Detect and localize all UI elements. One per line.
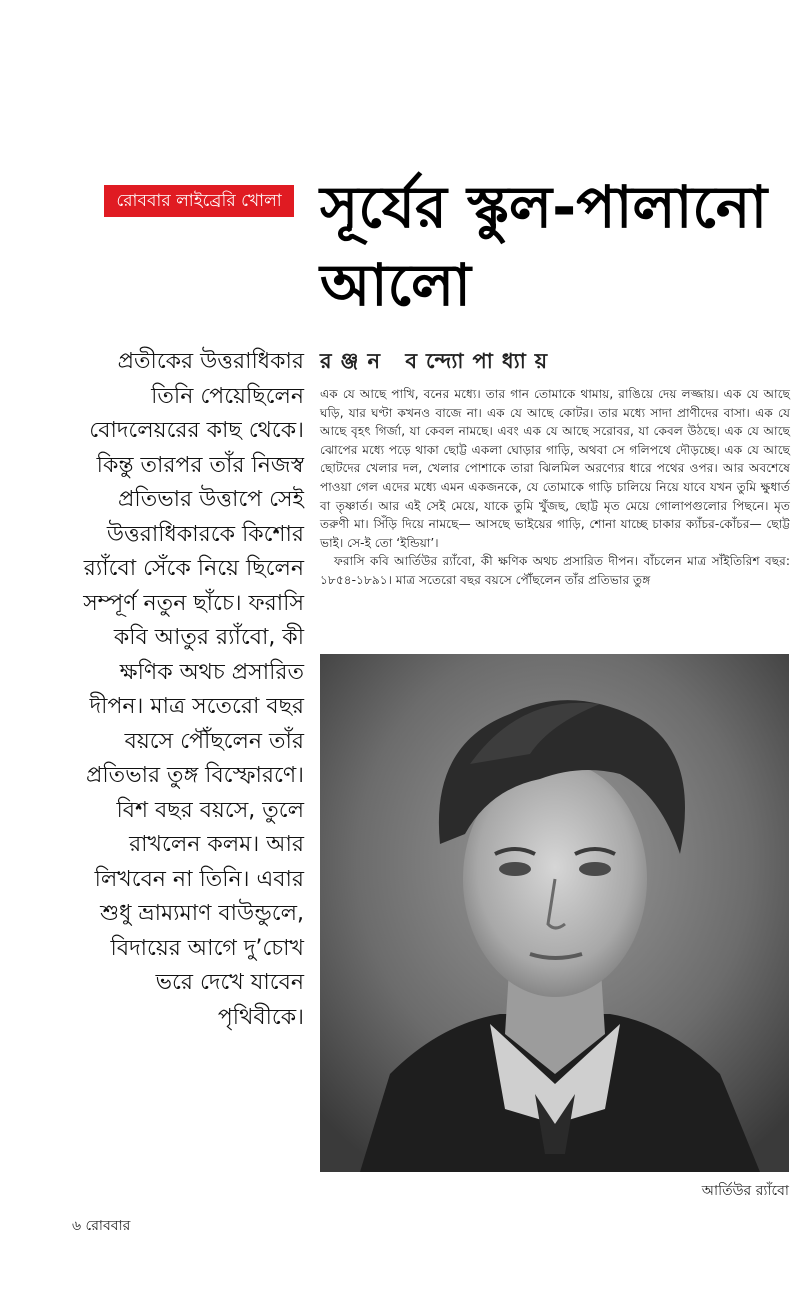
photo-caption: আর্তিউর র‌্যাঁবো: [701, 1183, 789, 1199]
body-paragraph-2: ফরাসি কবি আর্তিউর র‌্যাঁবো, কী ক্ষণিক অথচ প্রসারিত দীপন। বাঁচলেন মাত্র সাঁইতিরিশ বছর: ১৮৫৪-১৮৯১। মাত্র সতেরো বছর বয়সে পৌঁছলেন তাঁর প্রতিভার তুঙ্গ: [320, 554, 790, 587]
portrait-illustration: [320, 654, 789, 1172]
pull-quote: প্রতীকের উত্তরাধিকার তিনি পেয়েছিলেন বোদলেয়রের কাছ থেকে। কিন্তু তারপর তাঁর নিজস্ব প্রতিভার উত্তাপে সেই উত্তরাধিকারকে কিশোর র‌্যাঁবো সেঁকে নিয়ে ছিলেন সম্পূর্ণ নতুন ছাঁচে। ফরাসি কবি আতুর র‌্যাঁবো, কী ক্ষণিক অথচ প্রসারিত দীপন। মাত্র সতেরো বছর বয়সে পৌঁছলেন তাঁর প্রতিভার তুঙ্গ বিস্ফোরণে। বিশ বছর বয়সে, তুলে রাখলেন কলম। আর লিখবেন না তিনি। এবার শুধু ভ্রাম্যমাণ বাউন্ডুলে, বিদায়ের আগে দু’চোখ ভরে দেখে যাবেন পৃথিবীকে।: [83, 349, 304, 1030]
article-body: [320, 385, 790, 590]
section-tag: রোববার লাইব্রেরি খোলা: [104, 185, 294, 217]
author-byline: রঞ্জন বন্দ্যোপাধ্যায়: [320, 349, 557, 373]
page-footer: ৬ রোববার: [72, 1218, 131, 1234]
body-paragraph-1: এক যে আছে পাখি, বনের মধ্যে। তার গান তোমাকে থামায়, রাঙিয়ে দেয় লজ্জায়। এক যে আছে ঘড়ি, যার ঘণ্টা কখনও বাজে না। এক যে আছে কোটর। তার মধ্যে সাদা প্রাণীদের বাসা। এক যে আছে বৃহৎ গির্জা, যা কেবল নামছে। এবং এক যে আছে সরোবর, যা কেবল উঠছে। এক যে আছে ঝোপের মধ্যে পড়ে থাকা ছোট্ট একলা ঘোড়ার গাড়ি, অথবা সে গলিপথে দৌড়চ্ছে। এক যে আছে ছোটদের খেলার দল, খেলার পোশাকে তারা ঝিলমিল অরণ্যের ধারে পথের ওপর। আর অবশেষে পাওয়া গেল এদের মধ্যে এমন একজনকে, যে তোমাকে গাড়ি চালিয়ে নিয়ে যাবে যখন তুমি ক্ষুধার্ত বা তৃষ্ণার্ত। আর এই সেই মেয়ে, যাকে তুমি খুঁজছ, ছোট্ট মৃত মেয়ে গোলাপগুলোর পিছনে। মৃত তরুণী মা। সিঁড়ি দিয়ে নামছে— আসছে ভাইয়ের গাড়ি, শোনা যাচ্ছে চাকার ক্যাঁচর-কোঁচর— ছোট্ট ভাই। সে-ই তো ‘ইন্ডিয়া’।: [320, 387, 790, 550]
portrait-photo: [320, 654, 789, 1172]
article-title: সূর্যের স্কুল-পালানো আলো: [320, 173, 768, 319]
